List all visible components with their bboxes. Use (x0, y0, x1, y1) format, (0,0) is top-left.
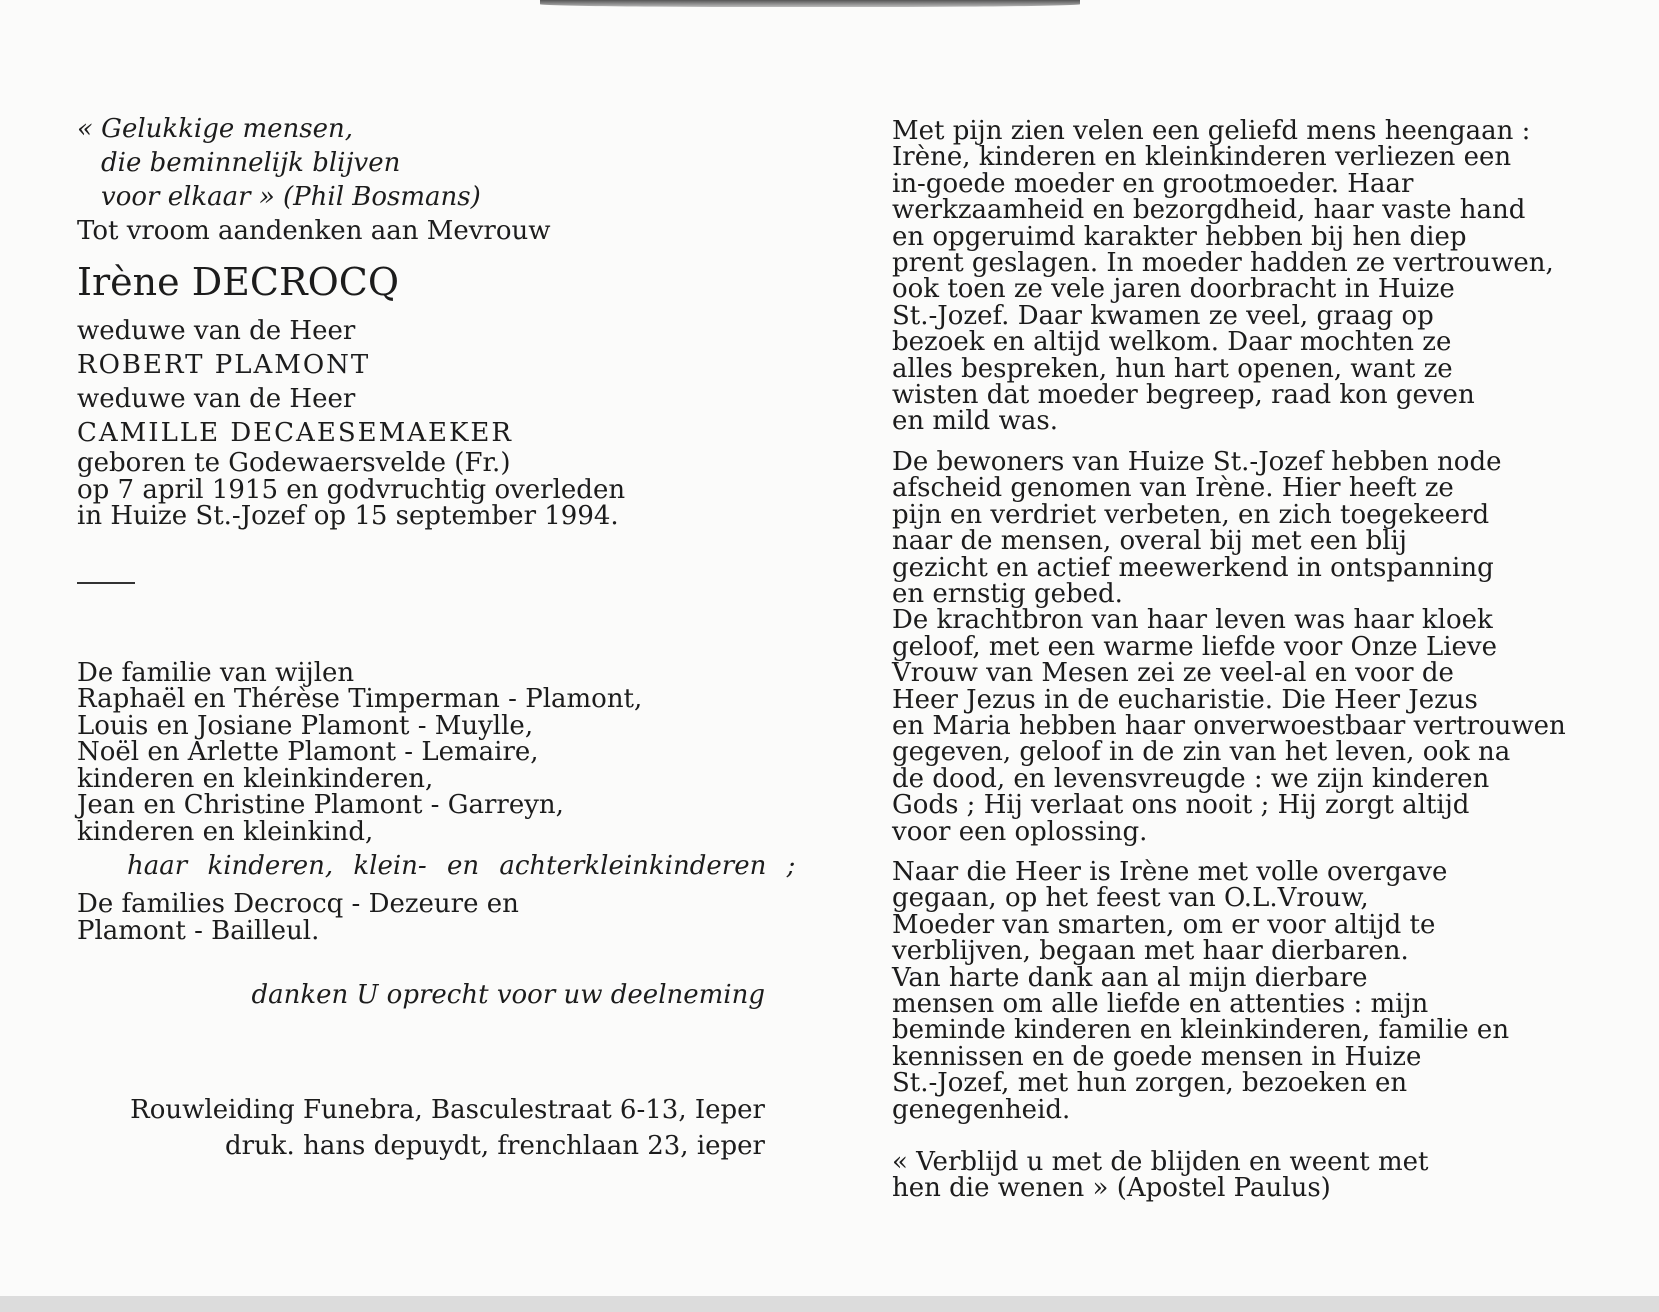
text-line: gegaan, op het feest van O.L.Vrouw, (892, 883, 1369, 914)
text-line: pijn en verdriet verbeten, en zich toegekeerd (892, 499, 1490, 530)
text-line: en Maria hebben haar onverwoestbaar vertrouwen (892, 710, 1566, 741)
text-line: Vrouw van Mesen zei ze veel-al en voor de (892, 658, 1454, 689)
paragraph-2 (892, 446, 1572, 847)
text-line: de dood, en levensvreugde : we zijn kinderen (892, 763, 1490, 794)
birth-death-line: op 7 april 1915 en godvruchtig overleden (77, 474, 626, 505)
deceased-name: Irène DECROCQ (77, 260, 399, 304)
text-line: De krachtbron van haar leven was haar kloek (892, 605, 1493, 636)
funeral-info (77, 1092, 777, 1164)
spouse2-name: CAMILLE DECAESEMAEKER (77, 418, 513, 448)
family-line: kinderen en kleinkind, (77, 816, 374, 847)
paragraph-1 (892, 118, 1572, 435)
closing-quote (892, 1149, 1572, 1202)
text-line: naar de mensen, overal bij met een blij (892, 526, 1407, 557)
family-line: Louis en Josiane Plamont - Muylle, (77, 710, 534, 741)
text-line: Heer Jezus in de eucharistie. Die Heer Jezus (892, 684, 1478, 715)
top-edge-shadow (540, 0, 1080, 7)
text-line: en opgeruimd karakter hebben bij hen diep (892, 221, 1467, 252)
text-line: voor een oplossing. (892, 816, 1148, 847)
text-line: afscheid genomen van Irène. Hier heeft ze (892, 473, 1454, 504)
text-line: hen die wenen » (Apostel Paulus) (892, 1173, 1331, 1204)
intro-line: Tot vroom aandenken aan Mevrouw (77, 216, 551, 246)
family-line: Raphaël en Thérèse Timperman - Plamont, (77, 684, 643, 714)
right-column (892, 118, 1572, 1202)
text-line: prent geslagen. In moeder hadden ze vertrouwen, (892, 248, 1554, 279)
family-line: Jean en Christine Plamont - Garreyn, (77, 790, 564, 820)
text-line: en ernstig gebed. (892, 578, 1123, 609)
text-line: gegeven, geloof in de zin van het leven, ook na (892, 737, 1511, 768)
text-line: bezoek en altijd welkom. Daar mochten ze (892, 327, 1452, 358)
text-line: verblijven, begaan met haar dierbaren. (892, 936, 1409, 967)
text-line: gezicht en actief meewerkend in ontspanning (892, 552, 1494, 583)
text-line: werkzaamheid en bezorgdheid, haar vaste hand (892, 195, 1526, 226)
separator-dash (77, 582, 135, 584)
spouse1-name: ROBERT PLAMONT (77, 350, 371, 380)
paragraph-3 (892, 856, 1572, 1125)
text-line: Naar die Heer is Irène met volle overgave (892, 856, 1448, 887)
text-line: in-goede moeder en grootmoeder. Haar (892, 168, 1414, 199)
text-line: wisten dat moeder begreep, raad kon geven (892, 380, 1475, 411)
family-line: Noël en Arlette Plamont - Lemaire, (77, 737, 539, 767)
text-line: geloof, met een warme liefde voor Onze Lieve (892, 631, 1497, 662)
quote-line: die beminnelijk blijven (101, 148, 401, 178)
text-line: St.-Jozef, met hun zorgen, bezoeken en (892, 1068, 1408, 1099)
text-line: De bewoners van Huize St.-Jozef hebben node (892, 446, 1502, 477)
text-line: St.-Jozef. Daar kwamen ze veel, graag op (892, 300, 1434, 331)
family-line: kinderen en kleinkinderen, (77, 763, 434, 794)
families-line: Plamont - Bailleul. (77, 915, 320, 946)
text-line: alles bespreken, hun hart openen, want ze (892, 353, 1453, 384)
text-line: kennissen en de goede mensen in Huize (892, 1041, 1422, 1072)
families-line: De families Decrocq - Dezeure en (77, 889, 519, 919)
text-line: ook toen ze vele jaren doorbracht in Huize (892, 274, 1455, 305)
spouse2-label: weduwe van de Heer (77, 384, 356, 414)
text-line: Moeder van smarten, om er voor altijd te (892, 909, 1436, 940)
funeral-line: Rouwleiding Funebra, Basculestraat 6-13, Ieper (130, 1095, 765, 1125)
text-line: Met pijn zien velen een geliefd mens heengaan : (892, 116, 1531, 146)
spouse1-label: weduwe van de Heer (77, 316, 356, 346)
thanks-line: danken U oprecht voor uw deelneming (251, 980, 765, 1010)
text-line: mensen om alle liefde en attenties : mijn (892, 989, 1429, 1019)
left-column (77, 112, 796, 1164)
text-line: Irène, kinderen en kleinkinderen verliezen een (892, 142, 1512, 173)
text-line: genegenheid. (892, 1094, 1071, 1125)
family-line: De familie van wijlen (77, 657, 355, 688)
text-line: « Verblijd u met de blijden en weent met (892, 1147, 1429, 1178)
text-line: Gods ; Hij verlaat ons nooit ; Hij zorgt altijd (892, 790, 1470, 821)
children-line: haar kinderen, klein- en achterkleinkinderen ; (127, 851, 796, 881)
quote-line: voor elkaar » (Phil Bosmans) (101, 182, 481, 212)
birth-death-line: geboren te Godewaersvelde (Fr.) (77, 448, 511, 478)
birth-death-line: in Huize St.-Jozef op 15 september 1994. (77, 501, 619, 531)
text-line: Van harte dank aan al mijn dierbare (892, 962, 1368, 993)
text-line: en mild was. (892, 406, 1058, 437)
quote-line: « Gelukkige mensen, (77, 114, 354, 144)
text-line: beminde kinderen en kleinkinderen, familie en (892, 1015, 1510, 1046)
printer-line: druk. hans depuydt, frenchlaan 23, ieper (224, 1131, 765, 1161)
